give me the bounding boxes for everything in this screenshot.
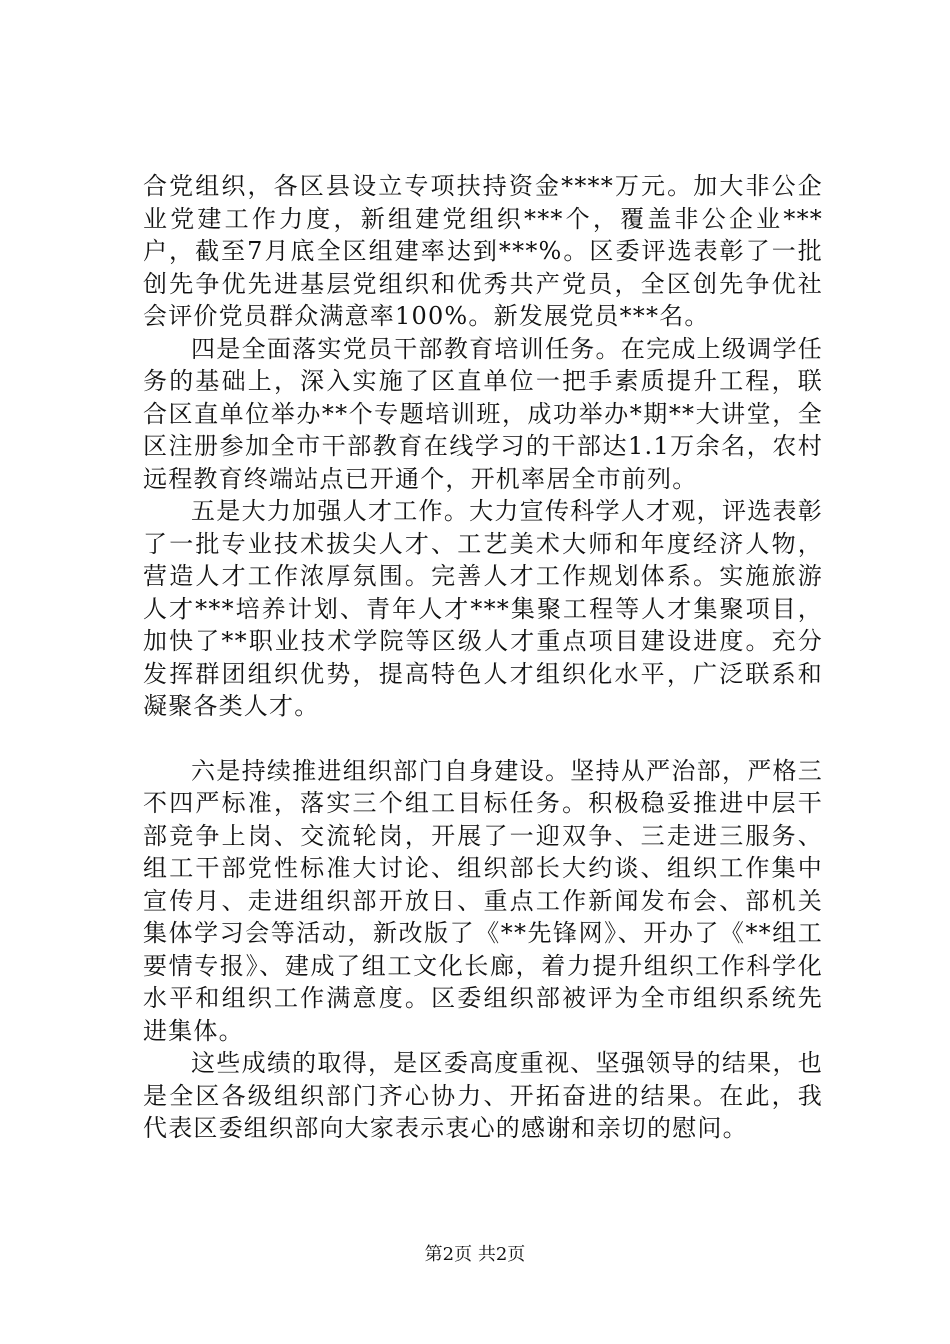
document-body bbox=[143, 170, 823, 1145]
paragraph-thanks: 这些成绩的取得，是区委高度重视、坚强领导的结果，也是全区各级组织部门齐心协力、开拓奋进的结果。在此，我代表区委组织部向大家表示衷心的感谢和亲切的慰问。 bbox=[143, 1049, 823, 1142]
paragraph-talent-work: 五是大力加强人才工作。大力宣传科学人才观，评选表彰了一批专业技术拔尖人才、工艺美术大师和年度经济人物，营造人才工作浓厚氛围。完善人才工作规划体系。实施旅游人才***培养计划、青年人才***集聚工程等人才集聚项目，加快了**职业技术学院等区级人才重点项目建设进度。充分发挥群团组织优势，提高特色人才组织化水平，广泛联系和凝聚各类人才。 bbox=[143, 497, 823, 720]
page-number-footer: 第2页 共2页 bbox=[424, 1244, 526, 1265]
paragraph-self-construction: 六是持续推进组织部门自身建设。坚持从严治部，严格三不四严标准，落实三个组工目标任务。积极稳妥推进中层干部竞争上岗、交流轮岗，开展了一迎双争、三走进三服务、组工干部党性标准大讨论、组织部长大约谈、组织工作集中宣传月、走进组织部开放日、重点工作新闻发布会、部机关集体学习会等活动，新改版了《**先锋网》、开办了《**组工要情专报》、建成了组工文化长廊，着力提升组织工作科学化水平和组织工作满意度。区委组织部被评为全市组织系统先进集体。 bbox=[143, 756, 823, 1045]
paragraph-cadre-training: 四是全面落实党员干部教育培训任务。在完成上级调学任务的基础上，深入实施了区直单位一把手素质提升工程，联合区直单位举办**个专题培训班，成功举办*期**大讲堂，全区注册参加全市干部教育在线学习的干部达1.1万余名，农村远程教育终端站点已开通个，开机率居全市前列。 bbox=[143, 334, 823, 493]
paragraph-party-organizations: 合党组织，各区县设立专项扶持资金****万元。加大非公企业党建工作力度，新组建党组织***个，覆盖非公企业***户，截至7月底全区组建率达到***%。区委评选表彰了一批创先争优先进基层党组织和优秀共产党员，全区创先争优社会评价党员群众满意率100%。新发展党员***名。 bbox=[143, 172, 823, 330]
